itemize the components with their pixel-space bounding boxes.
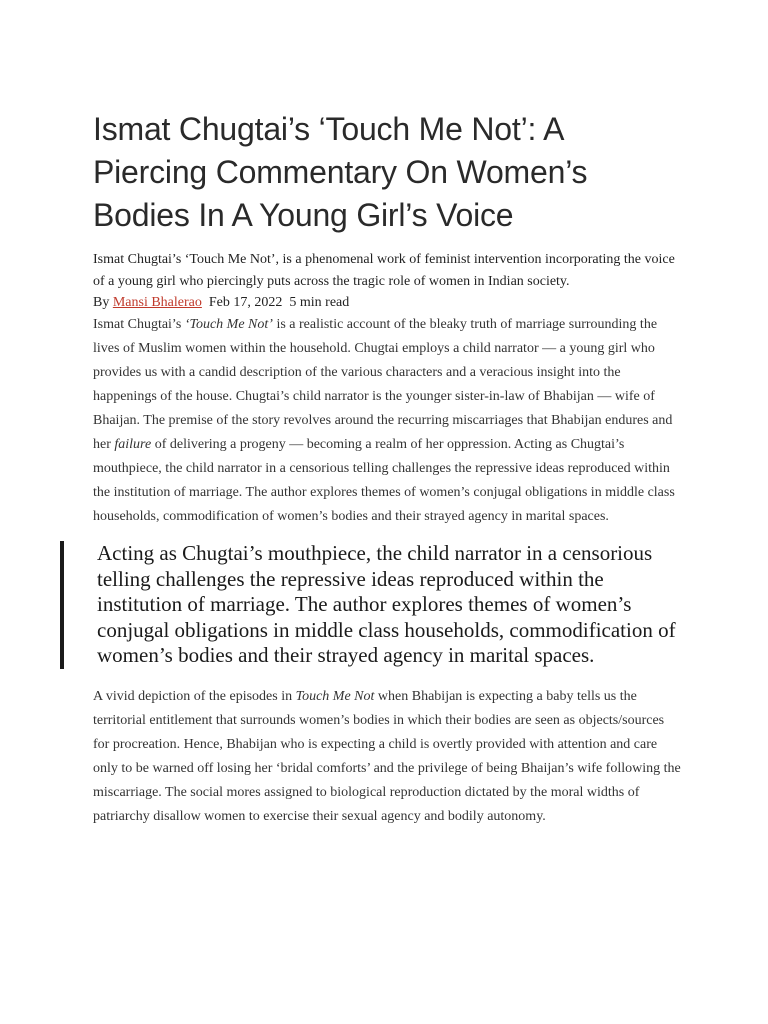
byline-prefix: By — [93, 295, 110, 310]
paragraph-1-part2: of delivering a progeny — becoming a realm of her oppression. Acting as Chugtai’s mouthpiece, the child narrator in a censorious telling challenges the repressive ideas reproduced within the institution of marriage. The author explores themes of women’s conjugal obligations in middle class households, commodification of women’s bodies and their strayed agency in marital spaces. — [93, 437, 675, 524]
paragraph-2-rest: when Bhabijan is expecting a baby tells us the territorial entitlement that surrounds women’s bodies in which their bodies are seen as objects/sources for procreation. Hence, Bhabijan who is expecting a child is overtly provided with attention and care only to be warned off losing her ‘bridal comforts’ and the privilege of being Bhaijan’s wife following the miscarriage. The social mores assigned to biological reproduction dictated by the moral widths of patriarchy disallow women to exercise their sexual agency and bodily autonomy. — [93, 688, 681, 824]
paragraph-1-emphasis: failure — [114, 437, 152, 452]
paragraph-1-work-title: ‘Touch Me Not’ — [184, 317, 273, 332]
pull-quote-text: Acting as Chugtai’s mouthpiece, the child narrator in a censorious telling challenges the repressive ideas reproduced within the institution of marriage. The author explores themes of women’s conjugal obligations in middle class households, commodification of women’s bodies and their strayed agency in marital spaces. — [97, 541, 676, 667]
body-paragraph-1 — [93, 313, 683, 529]
article-title: Ismat Chugtai’s ‘Touch Me Not’: A Piercing Commentary On Women’s Bodies In A Young Girl’s Voice — [93, 111, 588, 233]
article — [93, 108, 683, 829]
paragraph-1-part1: is a realistic account of the bleaky truth of marriage surrounding the lives of Muslim women within the household. Chugtai employs a child narrator — a young girl who provides us with a candid description of the various characters and a veracious insight into the happenings of the house. Chugtai’s child narrator is the younger sister-in-law of Bhabijan — wife of Bhaijan. The premise of the story revolves around the recurring miscarriages that Bhabijan endures and her — [93, 317, 673, 452]
paragraph-2-work-title: Touch Me Not — [295, 688, 375, 704]
article-standfirst: Ismat Chugtai’s ‘Touch Me Not’, is a phenomenal work of feminist intervention incorporating the voice of a young girl who piercingly puts across the tragic role of women in Indian society. — [93, 252, 675, 289]
paragraph-2-lead: A vivid depiction of the episodes in — [93, 688, 296, 704]
read-time: 5 min read — [289, 295, 350, 310]
byline — [93, 293, 683, 313]
publish-date: Feb 17, 2022 — [208, 295, 283, 310]
pull-quote — [60, 541, 683, 669]
body-paragraph-2 — [93, 685, 683, 829]
author-link[interactable]: Mansi Bhalerao — [112, 295, 202, 310]
paragraph-1-lead: Ismat Chugtai’s — [93, 317, 185, 332]
